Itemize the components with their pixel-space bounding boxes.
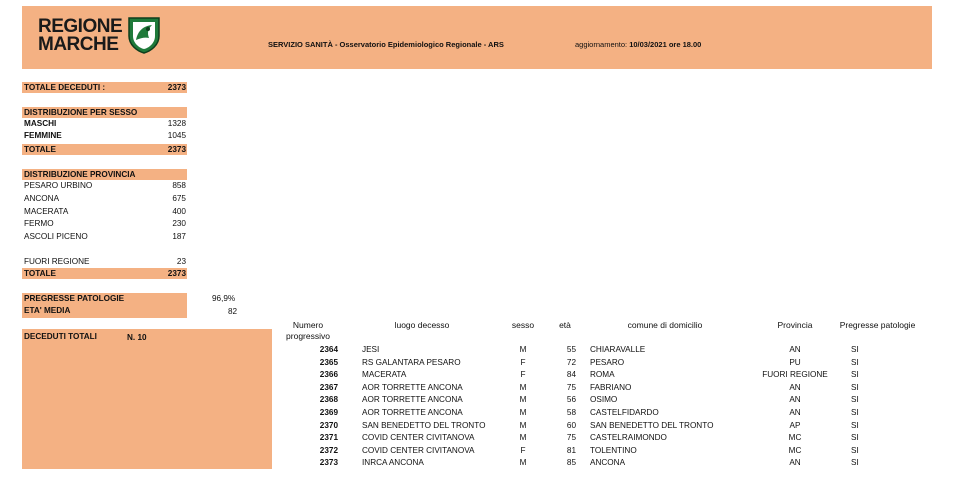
sesso-label: FEMMINE (24, 131, 62, 140)
totale-deceduti-label: TOTALE DECEDUTI : (24, 83, 106, 92)
header-sesso: sesso (511, 320, 535, 330)
row-sesso: F (520, 370, 526, 380)
logo-text-line1: REGIONE (38, 16, 123, 37)
row-provincia: AN (789, 458, 801, 468)
row-eta: 55 (566, 345, 576, 354)
row-pregresse-patologie: SI (851, 445, 859, 455)
row-eta: 75 (566, 433, 576, 443)
row-comune-domicilio: CASTELRAIMONDO (590, 433, 667, 443)
service-title: SERVIZIO SANITÀ - Osservatorio Epidemiologico Regionale - ARS (268, 40, 504, 49)
row-comune-domicilio: PESARO (590, 357, 625, 367)
region-shield-icon (126, 16, 162, 54)
row-eta: 56 (566, 395, 576, 405)
header-luogo: luogo decesso (394, 320, 450, 330)
provincia-value: 858 (172, 181, 186, 190)
row-number: 2371 (319, 433, 338, 443)
deceduti-totali-label: DECEDUTI TOTALI (24, 332, 97, 341)
row-provincia: MC (788, 445, 802, 455)
header-numero-line2: progressivo (286, 331, 330, 341)
row-pregresse-patologie: SI (851, 357, 859, 367)
row-comune-domicilio: OSIMO (590, 395, 618, 405)
row-sesso: M (519, 345, 527, 354)
provincia-value: 675 (172, 194, 186, 203)
header-eta: età (559, 320, 571, 330)
row-sesso: M (519, 395, 527, 405)
provincia-value: 400 (172, 207, 186, 216)
row-luogo-decesso: SAN BENEDETTO DEL TRONTO (362, 420, 486, 430)
sesso-section-title (22, 107, 187, 118)
header-patologie: Pregresse patologie (839, 320, 916, 330)
row-luogo-decesso: AOR TORRETTE ANCONA (362, 382, 463, 392)
sesso-row-femmine (22, 130, 187, 142)
totale-deceduti-value: 2373 (167, 83, 186, 92)
row-pregresse-patologie: SI (851, 458, 859, 468)
patologie-label: PREGRESSE PATOLOGIE (24, 294, 125, 303)
row-pregresse-patologie: SI (851, 433, 859, 443)
fuori-regione-label: FUORI REGIONE (24, 257, 90, 266)
row-pregresse-patologie: SI (851, 345, 859, 354)
row-luogo-decesso: JESI (362, 345, 380, 354)
row-pregresse-patologie: SI (851, 382, 859, 392)
patologie-eta-block (22, 293, 187, 318)
regione-marche-logo (38, 16, 173, 58)
sesso-value: 1328 (167, 119, 186, 128)
row-pregresse-patologie: SI (851, 408, 859, 417)
totale-deceduti-row (22, 82, 187, 93)
provincia-label: FERMO (24, 219, 54, 228)
sesso-title-text: DISTRIBUZIONE PER SESSO (24, 108, 138, 117)
provincia-row (22, 218, 187, 230)
row-eta: 72 (566, 357, 576, 367)
row-provincia: AP (789, 420, 801, 430)
update-info (575, 40, 701, 49)
row-number: 2372 (319, 445, 338, 455)
row-pregresse-patologie: SI (851, 370, 859, 380)
provincia-label: ANCONA (24, 194, 60, 203)
row-number: 2373 (319, 458, 338, 468)
sesso-row-maschi (22, 118, 187, 130)
row-provincia: AN (789, 345, 801, 354)
row-luogo-decesso: AOR TORRETTE ANCONA (362, 395, 463, 405)
sesso-label: MASCHI (24, 119, 57, 128)
provincia-row (22, 206, 187, 218)
row-eta: 85 (566, 458, 576, 468)
row-sesso: F (520, 357, 526, 367)
header-numero (278, 320, 338, 342)
update-label: aggiornamento: (575, 40, 630, 49)
provincia-label: ASCOLI PICENO (24, 232, 88, 241)
row-number: 2367 (319, 382, 338, 392)
row-provincia: AN (789, 382, 801, 392)
eta-media-label: ETA' MEDIA (24, 306, 71, 315)
row-luogo-decesso: COVID CENTER CIVITANOVA (362, 445, 475, 455)
row-eta: 60 (566, 420, 576, 430)
sesso-total-label: TOTALE (24, 145, 56, 154)
provincia-total-value: 2373 (167, 269, 186, 278)
patologie-value: 96,9% (212, 294, 236, 303)
provincia-section-title (22, 169, 187, 180)
report-header (22, 6, 932, 69)
sesso-total-row (22, 144, 187, 155)
row-eta: 75 (566, 382, 576, 392)
row-pregresse-patologie: SI (851, 395, 859, 405)
row-comune-domicilio: ANCONA (590, 458, 626, 468)
row-eta: 58 (566, 408, 576, 417)
fuori-regione-value: 23 (176, 257, 186, 266)
row-provincia: AN (789, 395, 801, 405)
row-provincia: MC (788, 433, 802, 443)
sesso-total-value: 2373 (167, 145, 186, 154)
provincia-title-text: DISTRIBUZIONE PROVINCIA (24, 170, 136, 179)
row-luogo-decesso: RS GALANTARA PESARO (362, 357, 461, 367)
logo-text-line2: MARCHE (38, 34, 119, 55)
row-pregresse-patologie: SI (851, 420, 859, 430)
provincia-value: 187 (172, 232, 186, 241)
deceduti-totali-count: N. 10 (127, 333, 147, 342)
row-comune-domicilio: ROMA (590, 370, 615, 380)
row-provincia: FUORI REGIONE (762, 370, 828, 380)
fuori-regione-row (22, 256, 187, 268)
row-comune-domicilio: SAN BENEDETTO DEL TRONTO (590, 420, 714, 430)
deceduti-totali-box (22, 329, 272, 469)
provincia-value: 230 (172, 219, 186, 228)
row-number: 2366 (319, 370, 338, 380)
row-number: 2368 (319, 395, 338, 405)
row-comune-domicilio: TOLENTINO (590, 445, 637, 455)
row-sesso: F (520, 445, 526, 455)
provincia-row (22, 231, 187, 243)
row-sesso: M (519, 382, 527, 392)
row-provincia: AN (789, 408, 801, 417)
row-sesso: M (519, 433, 527, 443)
row-luogo-decesso: MACERATA (362, 370, 407, 380)
row-number: 2364 (319, 345, 338, 354)
row-provincia: PU (789, 357, 801, 367)
row-comune-domicilio: CASTELFIDARDO (590, 408, 659, 417)
provincia-total-row (22, 268, 187, 279)
row-comune-domicilio: FABRIANO (590, 382, 632, 392)
row-number: 2370 (319, 420, 338, 430)
provincia-label: PESARO URBINO (24, 181, 93, 190)
update-date: 10/03/2021 ore 18.00 (629, 40, 702, 49)
eta-media-value: 82 (228, 307, 238, 316)
provincia-row (22, 180, 187, 192)
provincia-total-label: TOTALE (24, 269, 56, 278)
row-eta: 81 (566, 445, 576, 455)
provincia-label: MACERATA (24, 207, 69, 216)
row-luogo-decesso: COVID CENTER CIVITANOVA (362, 433, 475, 443)
header-provincia: Provincia (777, 320, 813, 330)
row-sesso: M (519, 420, 527, 430)
row-luogo-decesso: AOR TORRETTE ANCONA (362, 408, 463, 417)
row-luogo-decesso: INRCA ANCONA (362, 458, 424, 468)
header-numero-line1: Numero (292, 320, 324, 330)
provincia-row (22, 193, 187, 205)
row-comune-domicilio: CHIARAVALLE (590, 345, 646, 354)
row-number: 2365 (319, 357, 338, 367)
row-number: 2369 (319, 408, 338, 417)
sesso-value: 1045 (167, 131, 186, 140)
header-comune: comune di domicilio (627, 320, 703, 330)
row-sesso: M (519, 408, 527, 417)
row-sesso: M (519, 458, 527, 468)
row-eta: 84 (566, 370, 576, 380)
